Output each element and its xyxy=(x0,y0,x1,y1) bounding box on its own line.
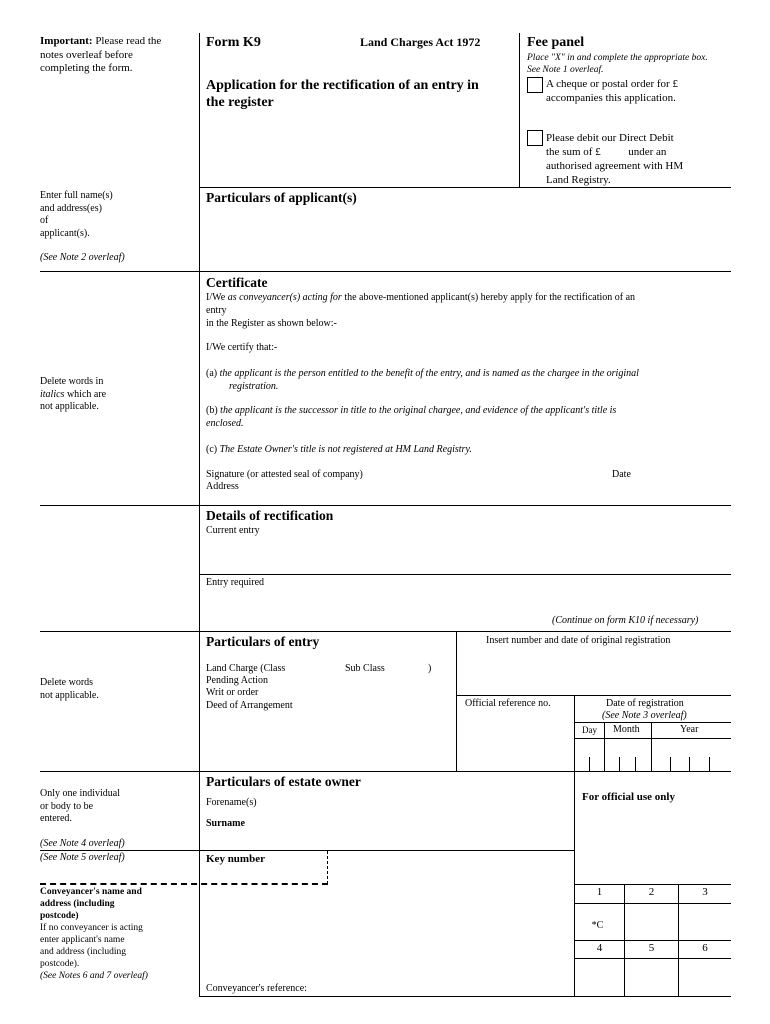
header-divider-left xyxy=(199,33,200,188)
rule-after-certificate xyxy=(40,505,731,506)
entry-side-line1: Delete words xyxy=(40,677,94,688)
conveyancer-side-bold3: postcode) xyxy=(40,911,79,921)
conveyancer-side-bold2: address (including xyxy=(40,899,115,909)
key-dashed-rule xyxy=(40,883,328,885)
option-b-line2: enclosed. xyxy=(206,418,244,429)
rectification-heading: Details of rectification xyxy=(206,508,334,523)
certificate-side-rest: which are xyxy=(64,388,107,400)
estate-side-line2: or body to be xyxy=(40,800,94,812)
certificate-side-line3: not applicable. xyxy=(40,401,99,412)
official-use-label: For official use only xyxy=(582,791,675,803)
fee-panel-title: Fee panel xyxy=(527,35,585,50)
grid-mid xyxy=(575,903,731,904)
digit-tick xyxy=(619,757,620,771)
date-digit-boxes[interactable] xyxy=(575,739,731,771)
grid-label-3: 3 xyxy=(702,886,708,898)
entry-required-label: Entry required xyxy=(206,577,265,588)
rule-bottom xyxy=(200,996,731,997)
signature-label: Signature (or attested seal of company) xyxy=(206,469,363,480)
surname-field[interactable] xyxy=(260,815,570,831)
note3-label: (See Note 3 overleaf) xyxy=(602,710,687,721)
estate-side-line3: entered. xyxy=(40,813,72,824)
grid-col-2 xyxy=(678,884,679,996)
key-number-label: Key number xyxy=(206,853,265,865)
rule-insert-number xyxy=(456,695,731,696)
conveyancer-side-line4: If no conveyancer is acting xyxy=(40,923,143,933)
option-b-line1[interactable] xyxy=(206,405,726,418)
conveyancer-side-bold1: Conveyancer's name and xyxy=(40,887,142,897)
digit-tick xyxy=(635,757,636,771)
forenames-label: Forename(s) xyxy=(206,797,257,808)
digit-tick xyxy=(689,757,690,771)
certificate-para-line2: entry xyxy=(206,305,227,316)
grid-label-c: *C xyxy=(591,920,604,931)
option-c-line[interactable] xyxy=(206,444,726,457)
certify-statement: I/We certify that:- xyxy=(206,342,278,353)
estate-note4: (See Note 4 overleaf) xyxy=(40,838,125,849)
header-divider-right xyxy=(519,33,520,188)
grid-label-5: 5 xyxy=(648,942,655,954)
conveyancer-instructions xyxy=(40,886,190,982)
applicant-side-line3: of xyxy=(40,215,49,226)
debit-option-line2: the sum of £ under an xyxy=(546,146,667,158)
option-c-text: The Estate Owner's title is not registered at HM Land Registry. xyxy=(219,444,472,455)
grid-label-6: 6 xyxy=(702,942,708,954)
applicant-side-note: (See Note 2 overleaf) xyxy=(40,252,125,263)
digit-tick xyxy=(709,757,710,771)
important-note xyxy=(40,35,175,76)
rule-before-key xyxy=(200,850,575,851)
cheque-checkbox[interactable] xyxy=(527,77,543,93)
estate-divider xyxy=(199,772,200,885)
key-number-field[interactable] xyxy=(206,866,324,882)
applicant-side-line4: applicant(s). xyxy=(40,227,90,239)
certificate-side-line1: Delete words in xyxy=(40,376,104,387)
certificate-para-line3: in the Register as shown below:- xyxy=(206,318,337,329)
current-entry-field[interactable] xyxy=(201,538,729,573)
official-ref-field[interactable] xyxy=(458,712,572,770)
form-title-line1: Application for the rectification of an entry in xyxy=(206,78,479,93)
conveyancer-side-line7: postcode). xyxy=(40,959,80,969)
continue-note: (Continue on form K10 if necessary) xyxy=(552,615,699,626)
entry-divider xyxy=(199,632,200,772)
certificate-instructions xyxy=(40,376,190,414)
conveyancer-side-line5: enter applicant's name xyxy=(40,935,125,945)
rule-after-header xyxy=(200,187,731,188)
deed-option[interactable]: Deed of Arrangement xyxy=(206,700,293,711)
act-title: Land Charges Act 1972 xyxy=(360,35,481,49)
conveyancer-side-line6: and address (including xyxy=(40,947,127,957)
certificate-para-pre: I/We xyxy=(206,292,228,303)
month-label: Month xyxy=(613,724,640,735)
applicant-heading: Particulars of applicant(s) xyxy=(206,190,357,205)
sub-class-label: Sub Class xyxy=(345,663,385,674)
option-a-line2: registration. xyxy=(229,381,279,392)
estate-note5: (See Note 5 overleaf) xyxy=(40,852,125,863)
estate-side-line1: Only one individual xyxy=(40,788,120,799)
estate-owner-heading: Particulars of estate owner xyxy=(206,774,361,789)
year-label: Year xyxy=(680,724,699,735)
applicant-entry-area[interactable] xyxy=(201,208,729,270)
land-charge-option[interactable]: Land Charge (Class xyxy=(206,663,286,674)
entry-side-line2: not applicable. xyxy=(40,689,99,701)
address-label: Address xyxy=(206,481,239,492)
option-c-label: (c) xyxy=(206,444,220,455)
conveyancer-side-note: (See Notes 6 and 7 overleaf) xyxy=(40,971,148,981)
direct-debit-checkbox[interactable] xyxy=(527,130,543,146)
rule-after-entry xyxy=(40,771,731,772)
certificate-para-italic: as conveyancer(s) acting for xyxy=(227,292,342,303)
entry-required-field[interactable] xyxy=(201,590,729,614)
form-id: Form K9 xyxy=(206,35,261,50)
writ-option[interactable]: Writ or order xyxy=(206,687,259,698)
land-charge-close: ) xyxy=(428,663,432,674)
option-a-label: (a) xyxy=(206,368,220,379)
rule-after-rectification xyxy=(40,631,731,632)
grid-lower xyxy=(575,958,731,959)
insert-number-label: Insert number and date of original registration xyxy=(486,635,671,646)
certificate-side-line2 xyxy=(40,389,190,402)
estate-instructions xyxy=(40,788,190,826)
grid-col-1 xyxy=(624,884,625,996)
rule-date-header xyxy=(575,722,731,723)
forenames-field[interactable] xyxy=(270,794,570,810)
cheque-option-line1: A cheque or postal order for £ xyxy=(546,78,678,90)
official-ref-label: Official reference no. xyxy=(465,698,551,709)
form-title-line2: the register xyxy=(206,95,274,110)
applicant-side-line1: Enter full name(s) xyxy=(40,190,113,201)
certificate-heading: Certificate xyxy=(206,275,268,290)
grid-label-1: 1 xyxy=(596,886,603,898)
important-label: Important: xyxy=(40,35,93,47)
conveyancer-reference-label: Conveyancer's reference: xyxy=(206,983,307,994)
digit-tick xyxy=(589,757,590,771)
important-text: Please read the notes overleaf before completing the form. xyxy=(40,35,162,74)
entry-instructions xyxy=(40,677,190,702)
entry-heading: Particulars of entry xyxy=(206,634,320,649)
applicant-side-line2: and address(es) xyxy=(40,202,102,214)
option-a-text: the applicant is the person entitled to the benefit of the entry, and is named as the chargee in the original xyxy=(219,368,639,379)
certificate-side-italic: italics xyxy=(40,388,65,400)
grid-label-4: 4 xyxy=(596,942,603,954)
rule-mid-rectification xyxy=(200,574,731,575)
rule-after-applicant xyxy=(40,271,731,272)
applicant-instructions xyxy=(40,190,190,265)
debit-option-line3: authorised agreement with HM xyxy=(546,160,684,172)
certificate-para-line1 xyxy=(206,292,726,305)
date-registration-label: Date of registration xyxy=(606,698,684,709)
option-b-text: the applicant is the successor in title to the original chargee, and evidence of the applicant's title is xyxy=(220,405,617,416)
certificate-divider xyxy=(199,272,200,505)
key-number-box-side xyxy=(327,851,328,884)
option-a-line1[interactable] xyxy=(206,368,726,381)
option-b-label: (b) xyxy=(206,405,221,416)
grid-label-2: 2 xyxy=(648,886,655,898)
surname-label: Surname xyxy=(206,818,245,829)
certificate-para-post: the above-mentioned applicant(s) hereby apply for the rectification of an xyxy=(341,292,636,303)
cheque-option-line2: accompanies this application. xyxy=(546,92,676,104)
digit-tick xyxy=(670,757,671,771)
pending-action-option[interactable]: Pending Action xyxy=(206,675,268,686)
day-label: Day xyxy=(582,725,597,735)
debit-option-line1: Please debit our Direct Debit xyxy=(546,132,674,144)
debit-option-line4: Land Registry. xyxy=(546,174,611,186)
current-entry-label: Current entry xyxy=(206,525,260,536)
date-label: Date xyxy=(612,469,631,480)
conveyancer-address-field[interactable] xyxy=(201,886,571,980)
fee-panel-instructions: Place "X" in and complete the appropriate box. See Note 1 overleaf. xyxy=(527,53,708,75)
